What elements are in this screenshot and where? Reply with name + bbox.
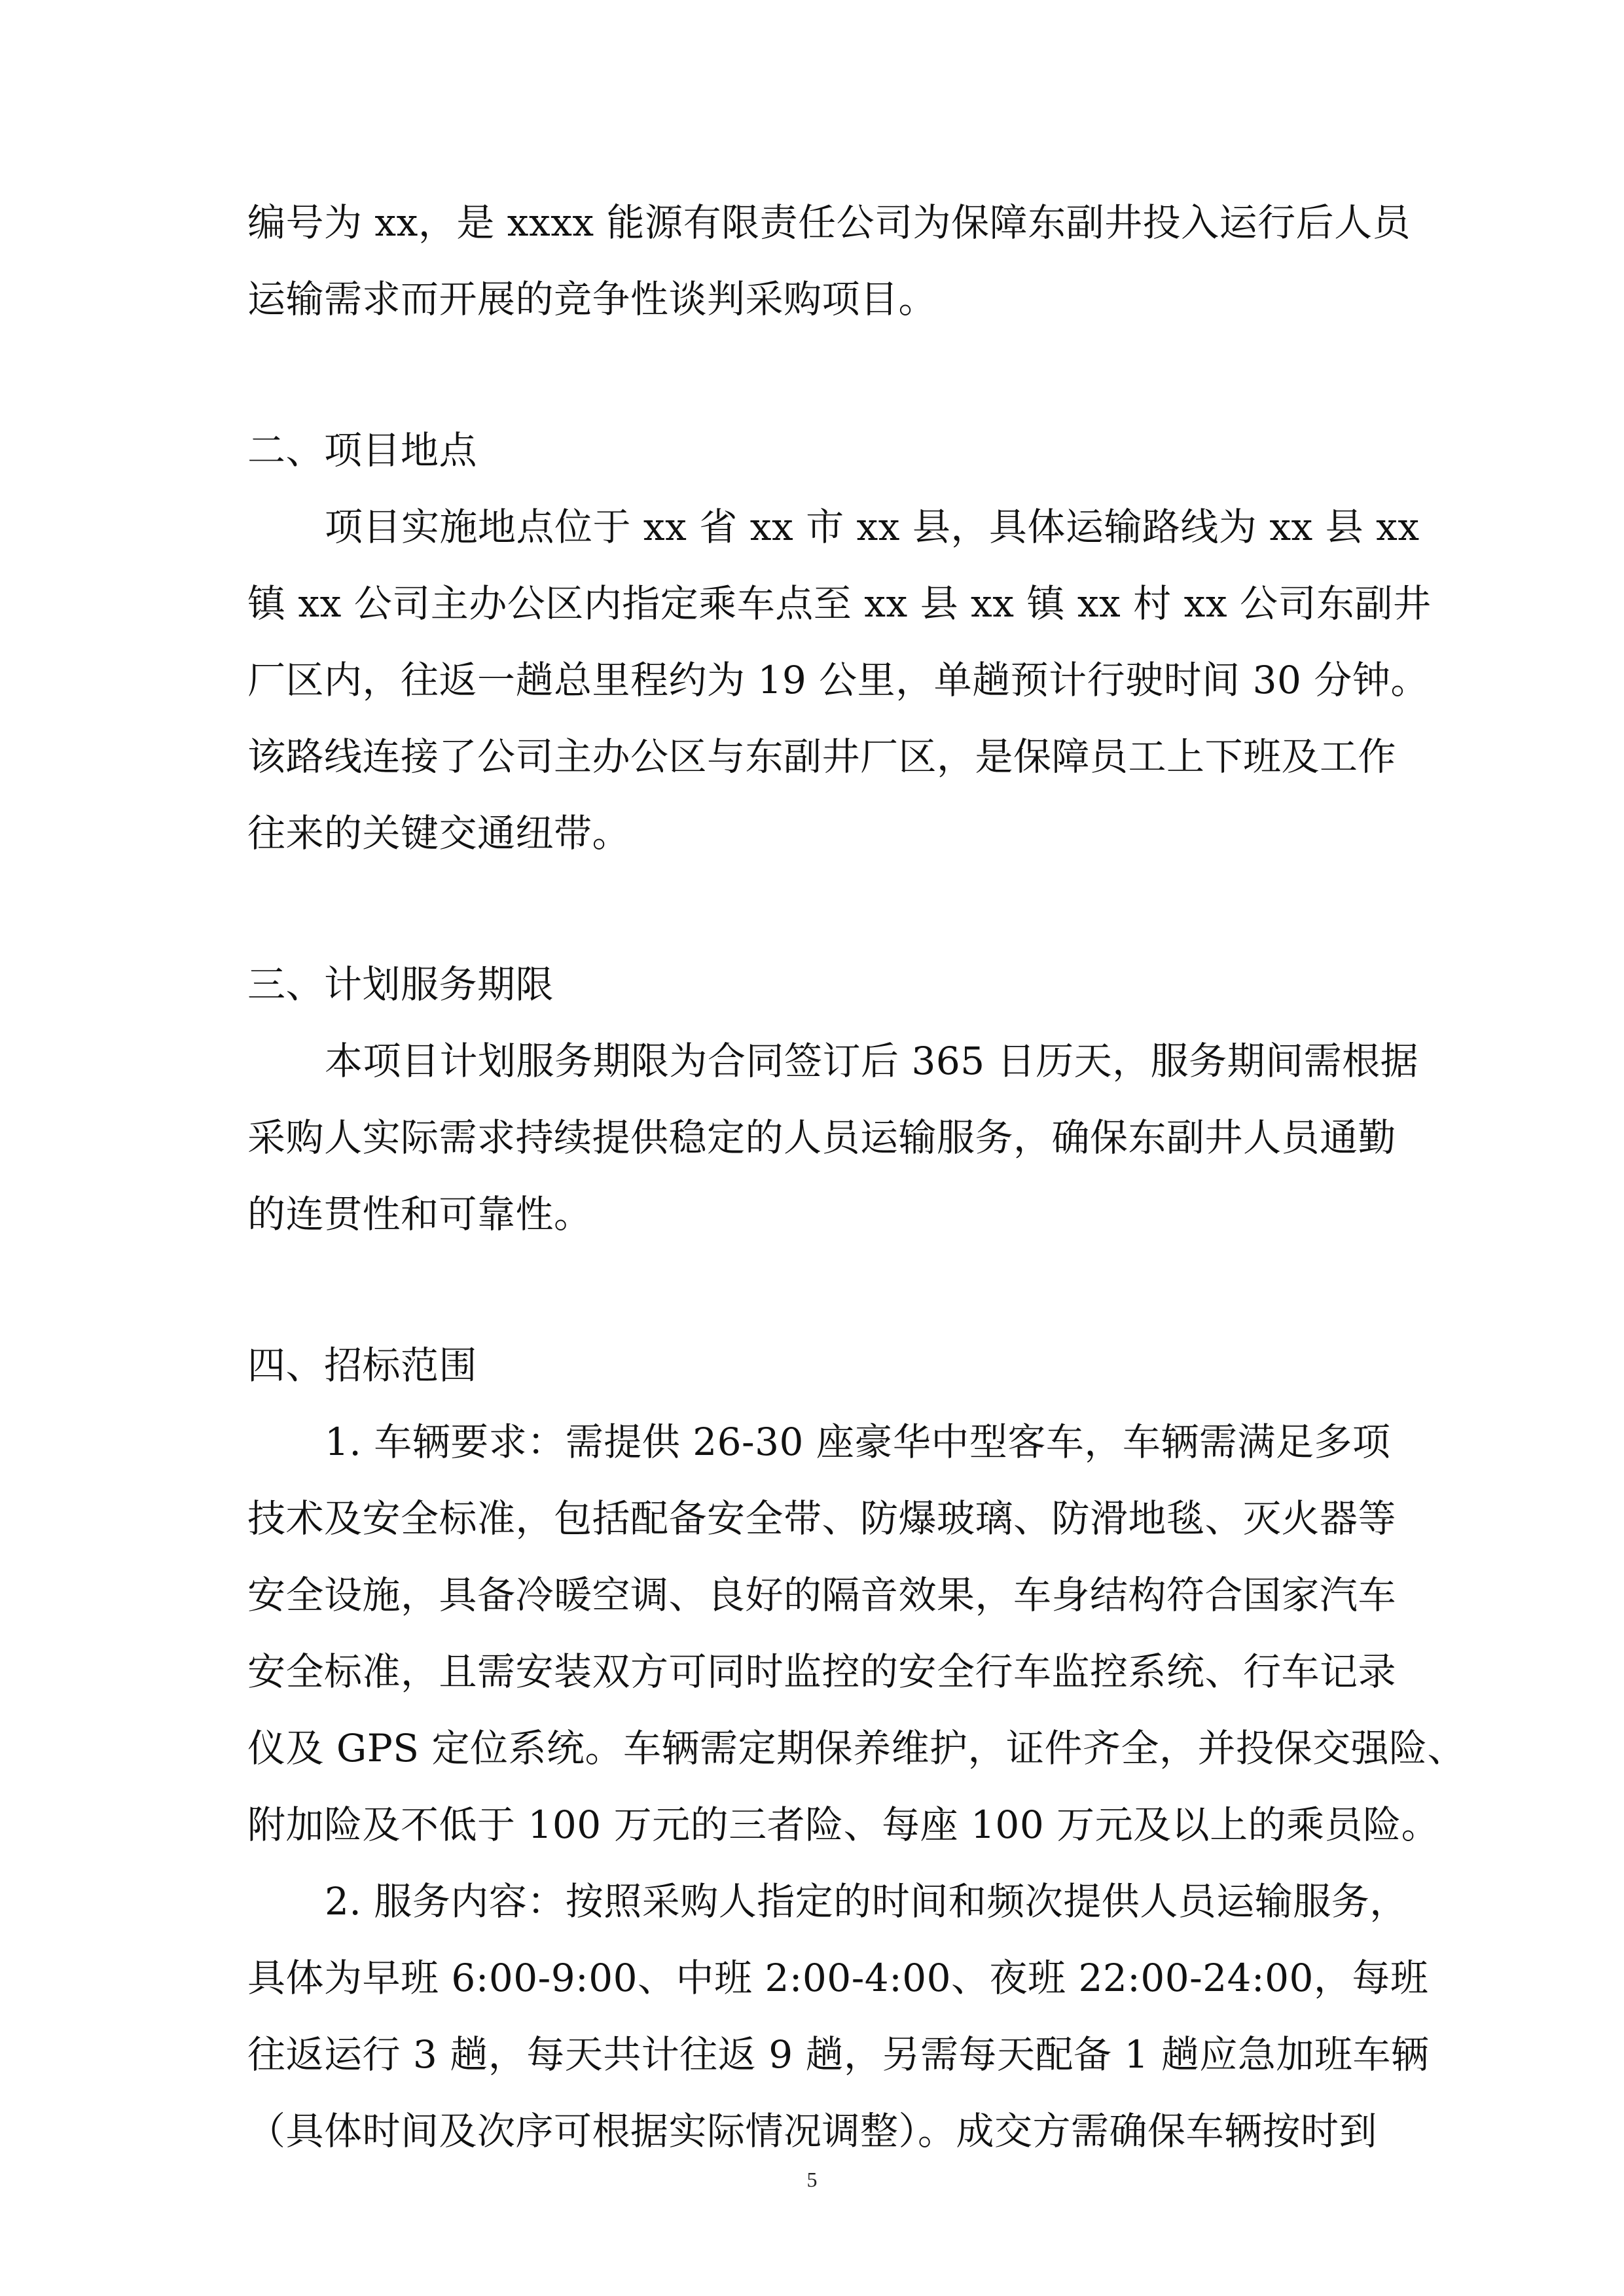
scope-item2-line: 2. 服务内容：按照采购人指定的时间和频次提供人员运输服务，: [325, 1879, 1408, 1924]
location-paragraph-line: 镇 xx 公司主办公区内指定乘车点至 xx 县 xx 镇 xx 村 xx 公司东副井: [247, 581, 1432, 626]
scope-item2-line: （具体时间及次序可根据实际情况调整）。成交方需确保车辆按时到: [247, 2109, 1378, 2153]
scope-item1-line: 仪及 GPS 定位系统。车辆需定期保养维护，证件齐全，并投保交强险、: [247, 1726, 1466, 1770]
intro-line: 运输需求而开展的竞争性谈判采购项目。: [247, 277, 937, 321]
scope-item1-line: 安全标准，且需安装双方可同时监控的安全行车监控系统、行车记录: [247, 1649, 1397, 1694]
location-paragraph-line: 该路线连接了公司主办公区与东副井厂区，是保障员工上下班及工作: [247, 734, 1397, 779]
scope-item1-line: 技术及安全标准，包括配备安全带、防爆玻璃、防滑地毯、灭火器等: [247, 1496, 1397, 1541]
scope-item1-line: 附加险及不低于 100 万元的三者险、每座 100 万元及以上的乘员险。: [247, 1803, 1440, 1847]
scope-item2-line: 具体为早班 6:00-9:00、中班 2:00-4:00、夜班 22:00-24:00，每班: [247, 1956, 1429, 2000]
period-paragraph-line: 本项目计划服务期限为合同签订后 365 日历天，服务期间需根据: [325, 1039, 1419, 1083]
paragraph-gap: [247, 338, 1383, 412]
section-heading-period: 三、计划服务期限: [247, 962, 554, 1007]
scope-item1-line: 1. 车辆要求：需提供 26-30 座豪华中型客车，车辆需满足多项: [325, 1420, 1391, 1464]
location-paragraph-line: 项目实施地点位于 xx 省 xx 市 xx 县，具体运输路线为 xx 县 xx: [325, 505, 1420, 549]
scope-item1-line: 安全设施，具备冷暖空调、良好的隔音效果，车身结构符合国家汽车: [247, 1573, 1397, 1617]
section-heading-scope: 四、招标范围: [247, 1343, 478, 1388]
period-paragraph-line: 的连贯性和可靠性。: [247, 1192, 592, 1236]
paragraph-gap: [247, 872, 1383, 946]
scope-item2-line: 往返运行 3 趟，每天共计往返 9 趟，另需每天配备 1 趟应急加班车辆: [247, 2032, 1430, 2077]
document-body: [247, 185, 1466, 2170]
section-heading-location: 二、项目地点: [247, 428, 478, 473]
intro-line: 编号为 xx，是 xxxx 能源有限责任公司为保障东副井投入运行后人员: [247, 200, 1411, 245]
location-paragraph-line: 往来的关键交通纽带。: [247, 811, 631, 855]
page-number: 5: [806, 2168, 818, 2191]
period-paragraph-line: 采购人实际需求持续提供稳定的人员运输服务，确保东副井人员通勤: [247, 1115, 1397, 1160]
location-paragraph-line: 厂区内，往返一趟总里程约为 19 公里，单趟预计行驶时间 30 分钟。: [247, 658, 1429, 702]
paragraph-gap: [247, 1253, 1383, 1327]
